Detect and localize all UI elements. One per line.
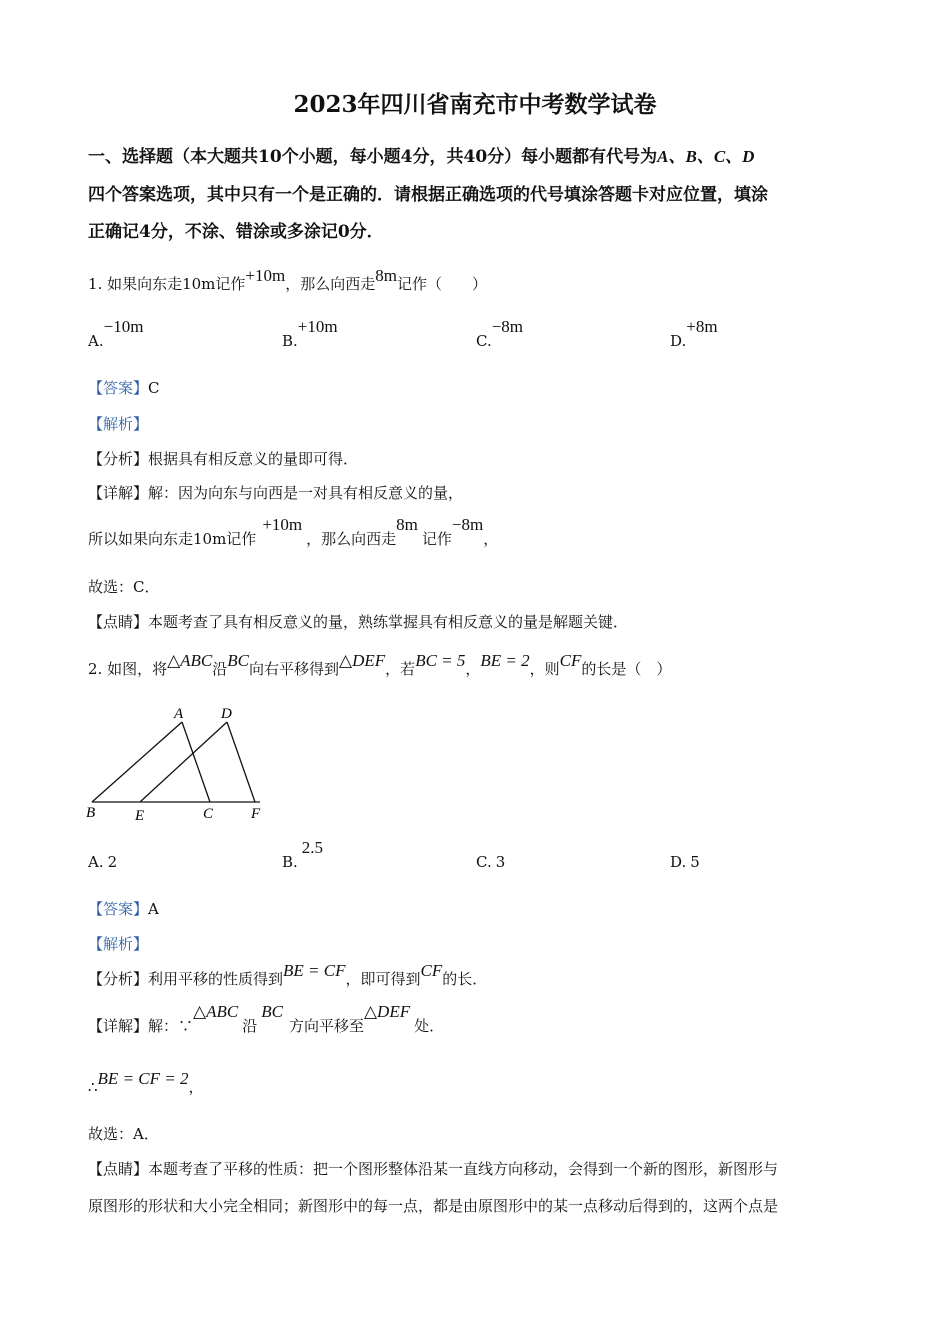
xiangjie-text: 解：因为向东与向西是一对具有相反意义的量， xyxy=(148,484,464,502)
q2-stem xyxy=(88,651,672,678)
solution-math: −8m xyxy=(451,515,484,534)
q1-stem-text: 记作（ ） xyxy=(396,275,487,293)
line-ba xyxy=(92,722,182,802)
fenxi-math: CF xyxy=(420,961,443,980)
q2-option-b[interactable] xyxy=(282,838,324,871)
q1-solution-line xyxy=(88,515,499,548)
option-value: 2 xyxy=(107,853,118,871)
q1-conclusion: 故选：C． xyxy=(88,578,160,596)
line-ac xyxy=(182,722,210,802)
option-value: +10m xyxy=(297,317,338,336)
answer-value: A xyxy=(148,900,159,918)
label-c: C xyxy=(203,806,214,822)
therefore-math: BE = CF = 2 xyxy=(97,1069,189,1088)
option-label: B. xyxy=(282,853,298,871)
label-f: F xyxy=(251,806,261,822)
q2-xiangjie xyxy=(88,1002,445,1035)
option-label: A. xyxy=(88,332,104,350)
label-d: D xyxy=(221,706,232,722)
q2-stem-text: 的长是（ ） xyxy=(581,660,672,678)
xiangjie-text: 方向平移至 xyxy=(288,1017,364,1035)
analysis-tag: 【解析】 xyxy=(88,935,149,953)
q1-fenxi xyxy=(88,450,358,468)
xiangjie-math: △DEF xyxy=(363,1002,411,1021)
fenxi-text: 的长． xyxy=(442,970,488,988)
q1-stem xyxy=(88,266,487,293)
option-value: 2.5 xyxy=(301,838,324,857)
q2-conclusion: 故选：A． xyxy=(88,1125,159,1143)
xiangjie-text: 解：∵ xyxy=(148,1017,194,1035)
q1-xiangjie xyxy=(88,484,463,502)
q1-math: 8m xyxy=(375,266,397,285)
section-instructions-line1 xyxy=(88,147,754,167)
q2-dianjing-line2: 原图形的形状和大小完全相同；新图形中的每一点，都是由原图形中的某一点移动后得到的，这两个点是 xyxy=(88,1197,779,1215)
solution-text: 记作 xyxy=(421,530,452,548)
solution-math: 8m xyxy=(396,515,418,534)
q2-stem-text: ，若 xyxy=(385,660,416,678)
option-value: −10m xyxy=(103,317,144,336)
option-value: −8m xyxy=(491,317,524,336)
solution-text: ，那么向西走 xyxy=(306,530,397,548)
solution-text: 所以如果向东走10m记作 xyxy=(88,530,257,548)
q2-fenxi xyxy=(88,961,488,988)
q1-math: +10m xyxy=(245,266,286,285)
translation-figure xyxy=(80,698,280,828)
therefore-symbol: ∴ xyxy=(88,1078,98,1096)
line-ed xyxy=(140,722,227,802)
xiangjie-text: 处． xyxy=(414,1017,445,1035)
q2-analysis-tag xyxy=(88,935,148,953)
q2-math: BE = 2 xyxy=(480,651,530,670)
line-df xyxy=(227,722,255,802)
q2-dianjing-line1 xyxy=(88,1160,778,1178)
answer-tag: 【答案】 xyxy=(88,379,149,397)
analysis-tag: 【解析】 xyxy=(88,415,149,433)
option-label: C. xyxy=(476,853,492,871)
xiangjie-tag: 【详解】 xyxy=(88,484,149,502)
q2-math: △DEF xyxy=(339,651,386,670)
xiangjie-text: 沿 xyxy=(242,1017,258,1035)
fenxi-tag: 【分析】 xyxy=(88,450,149,468)
q1-dianjing xyxy=(88,613,628,631)
option-value: 5 xyxy=(690,853,700,871)
q2-math: CF xyxy=(559,651,582,670)
option-label: A. xyxy=(88,853,104,871)
page-title: 2023年四川省南充市中考数学试卷 xyxy=(293,91,657,118)
q2-option-a[interactable] xyxy=(88,853,117,871)
section-instructions-line3: 正确记4分，不涂、错涂或多涂记0分． xyxy=(88,222,384,242)
option-label: B. xyxy=(282,332,298,350)
xiangjie-math: △ABC xyxy=(193,1002,239,1021)
dianjing-tag: 【点睛】 xyxy=(88,613,149,631)
xiangjie-math: BC xyxy=(261,1002,283,1021)
solution-math: +10m xyxy=(262,515,303,534)
q2-stem-text: ，则 xyxy=(529,660,560,678)
therefore-text: ， xyxy=(188,1078,204,1096)
q1-answer xyxy=(88,379,160,397)
q2-stem-text: 向右平移得到 xyxy=(249,660,340,678)
q1-stem-text: ，那么向西走 xyxy=(285,275,376,293)
option-label: C. xyxy=(476,332,492,350)
option-value: +8m xyxy=(686,317,718,336)
label-a: A xyxy=(174,706,184,722)
dianjing-text: 本题考查了平移的性质：把一个图形整体沿某一直线方向移动，会得到一个新的图形，新图形与 xyxy=(148,1160,779,1178)
xiangjie-tag: 【详解】 xyxy=(88,1017,149,1035)
solution-text: ， xyxy=(483,530,499,548)
q1-analysis-tag xyxy=(88,415,148,433)
fenxi-math: BE = CF xyxy=(283,961,346,980)
q2-stem-text: 沿 xyxy=(212,660,228,678)
option-label: D. xyxy=(670,853,687,871)
q1-option-d[interactable] xyxy=(670,317,718,350)
q1-stem-text: 1. 如果向东走10m记作 xyxy=(88,275,246,293)
q2-stem-text: 2. 如图，将 xyxy=(88,660,168,678)
section-instructions-line2: 四个答案选项，其中只有一个是正确的．请根据正确选项的代号填涂答题卡对应位置，填涂 xyxy=(88,185,768,205)
option-label: D. xyxy=(670,332,687,350)
q2-option-c[interactable] xyxy=(476,853,505,871)
q2-stem-text: ， xyxy=(465,660,481,678)
label-b: B xyxy=(86,805,96,821)
q2-answer xyxy=(88,900,159,918)
q1-option-c[interactable] xyxy=(476,317,524,350)
fenxi-tag: 【分析】 xyxy=(88,970,149,988)
dianjing-text: 本题考查了具有相反意义的量，熟练掌握具有相反意义的量是解题关键． xyxy=(148,613,629,631)
fenxi-text: 利用平移的性质得到 xyxy=(148,970,284,988)
fenxi-text: 根据具有相反意义的量即可得． xyxy=(148,450,359,468)
fenxi-text: ，即可得到 xyxy=(345,970,421,988)
answer-value: C xyxy=(148,379,160,397)
q2-math: BC xyxy=(227,651,250,670)
q2-math: BC = 5 xyxy=(415,651,466,670)
q2-therefore xyxy=(88,1069,204,1096)
dianjing-tag: 【点睛】 xyxy=(88,1160,149,1178)
option-letters: A、B、C、D xyxy=(657,147,755,166)
option-value: 3 xyxy=(495,853,506,871)
q1-option-b[interactable] xyxy=(282,317,338,350)
q1-option-a[interactable] xyxy=(88,317,144,350)
q2-option-d[interactable] xyxy=(670,853,700,871)
answer-tag: 【答案】 xyxy=(88,900,149,918)
q2-math: △ABC xyxy=(167,651,213,670)
label-e: E xyxy=(135,808,145,824)
section-text: 一、选择题（本大题共10个小题，每小题4分，共40分）每小题都有代号为 xyxy=(88,147,658,167)
